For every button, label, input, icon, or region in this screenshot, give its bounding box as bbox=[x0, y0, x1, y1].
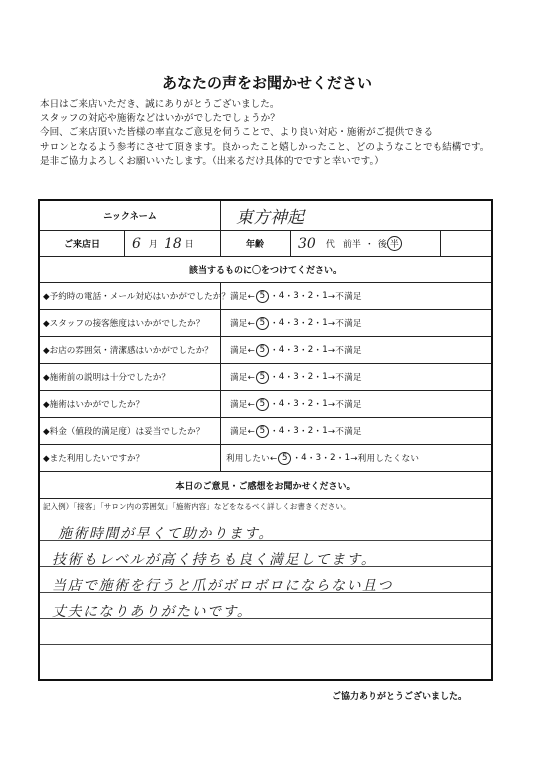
scale-right-label: →利用したくない bbox=[350, 454, 420, 464]
rating-scale[interactable]: 満足← 5 ・ 4 ・ 3 ・ 2 ・ 1 →不満足 bbox=[230, 398, 362, 410]
rating-option[interactable]: 3 bbox=[293, 399, 299, 409]
question-text: ◆お店の雰囲気・清潔感はいかがでしたか？ bbox=[43, 346, 213, 356]
rating-option-selected[interactable]: 5 bbox=[256, 344, 269, 357]
rating-option[interactable]: 1 bbox=[322, 372, 328, 382]
visit-day: 18 bbox=[163, 235, 182, 252]
intro-line: スタッフの対応や施術などはいかがでしたでしょうか？ bbox=[40, 113, 280, 125]
rating-option[interactable]: 3 bbox=[293, 426, 299, 436]
rating-option[interactable]: 3 bbox=[293, 291, 299, 301]
rating-option[interactable]: 4 bbox=[278, 426, 285, 436]
question-row bbox=[40, 337, 491, 364]
rating-option[interactable]: 2 bbox=[307, 345, 314, 355]
visit-age-row bbox=[40, 231, 491, 257]
scale-right-label: →不満足 bbox=[327, 319, 362, 329]
scale-right-label: →不満足 bbox=[327, 400, 362, 410]
age-second-half bbox=[378, 236, 402, 251]
question-row bbox=[40, 364, 491, 391]
rating-option[interactable]: 4 bbox=[301, 453, 307, 463]
rating-option[interactable]: 2 bbox=[307, 318, 314, 328]
rating-scale[interactable]: 満足← 5 ・ 4 ・ 3 ・ 2 ・ 1 →不満足 bbox=[230, 344, 362, 356]
nickname-value[interactable]: 東方神起 bbox=[236, 208, 304, 228]
age-separator: ・ bbox=[364, 240, 374, 250]
comment-text[interactable]: 技術もレベルが高く持ちも良く満足してます。 bbox=[52, 552, 377, 568]
rating-option[interactable]: 2 bbox=[307, 426, 314, 436]
rating-option[interactable]: 3 bbox=[293, 318, 299, 328]
day-unit: 日 bbox=[184, 240, 194, 250]
thanks-note: ご協力ありがとうございました。 bbox=[332, 692, 468, 702]
comment-text[interactable]: 施術時間が早くて助かります。 bbox=[58, 526, 274, 542]
rating-scale[interactable]: 満足← 5 ・ 4 ・ 3 ・ 2 ・ 1 →不満足 bbox=[230, 425, 362, 437]
rating-option[interactable]: 4 bbox=[278, 345, 285, 355]
scale-left-label: 満足← bbox=[230, 427, 255, 437]
rating-option-selected[interactable]: 5 bbox=[256, 425, 269, 438]
rating-option[interactable]: 1 bbox=[322, 318, 328, 328]
rating-option[interactable]: 2 bbox=[307, 291, 314, 301]
question-text: ◆予約時の電話・メール対応はいかがでしたか？ bbox=[43, 292, 230, 302]
rating-option[interactable]: 4 bbox=[278, 399, 285, 409]
age-unit: 代 bbox=[325, 240, 335, 250]
scale-left-label: 満足← bbox=[230, 346, 255, 356]
scale-left-label: 満足← bbox=[230, 373, 255, 383]
visit-date-label: ご来店日 bbox=[63, 240, 100, 250]
rating-option[interactable]: 4 bbox=[278, 291, 285, 301]
rating-option-selected[interactable]: 5 bbox=[256, 371, 269, 384]
rating-option[interactable]: 3 bbox=[315, 453, 322, 463]
comment-text[interactable]: 丈夫になりありがたいです。 bbox=[52, 604, 253, 620]
comment-line bbox=[40, 644, 491, 645]
rating-option-selected[interactable]: 5 bbox=[256, 398, 269, 411]
question-text: ◆スタッフの接客態度はいかがでしたか？ bbox=[43, 319, 205, 329]
rating-option[interactable]: 2 bbox=[307, 372, 314, 382]
scale-right-label: →不満足 bbox=[327, 427, 362, 437]
scale-left-label: 利用したい← bbox=[226, 454, 278, 464]
question-text: ◆施術前の説明は十分でしたか？ bbox=[43, 373, 170, 383]
rating-option[interactable]: 2 bbox=[307, 399, 314, 409]
age-decade: 30 bbox=[298, 235, 316, 252]
rating-option[interactable]: 1 bbox=[322, 399, 328, 409]
age-circle-mark: 半 bbox=[387, 236, 402, 251]
intro-line: 是非ご協力よろしくお願いいたします。（出来るだけ具体的でですと幸いです。） bbox=[40, 155, 384, 167]
comment-text[interactable]: 当店で施術を行うと爪がボロボロにならない且つ bbox=[52, 578, 393, 594]
intro-line: 本日はご来店いただき、誠にありがとうございました。 bbox=[40, 99, 280, 110]
intro-text bbox=[40, 98, 510, 169]
question-row bbox=[40, 310, 491, 337]
rating-option-selected[interactable]: 5 bbox=[278, 452, 291, 465]
rating-option[interactable]: 1 bbox=[322, 426, 328, 436]
scale-right-label: →不満足 bbox=[327, 292, 362, 302]
survey-form bbox=[38, 199, 493, 681]
nickname-row bbox=[40, 201, 491, 231]
age-second-a: 後 bbox=[377, 240, 387, 250]
rating-scale[interactable]: 利用したい← 5 ・ 4 ・ 3 ・ 2 ・ 1 →利用したくない bbox=[226, 452, 420, 464]
rating-option[interactable]: 1 bbox=[344, 453, 351, 463]
rating-option[interactable]: 3 bbox=[293, 372, 299, 382]
age-first-half: 前半 bbox=[342, 240, 361, 250]
age-label: 年齢 bbox=[245, 240, 264, 250]
nickname-label: ニックネーム bbox=[103, 212, 157, 222]
circle-instruction: 該当するものに〇をつけてください。 bbox=[188, 266, 342, 276]
month-unit: 月 bbox=[148, 240, 158, 250]
comments-instruction: 記入例）「接客」「サロン内の雰囲気」「施術内容」などをなるべく詳しくお書きください。 bbox=[43, 502, 351, 511]
question-row bbox=[40, 283, 491, 310]
rating-scale[interactable]: 満足← 5 ・ 4 ・ 3 ・ 2 ・ 1 →不満足 bbox=[230, 290, 362, 302]
rating-option[interactable]: 1 bbox=[322, 345, 328, 355]
comments-heading: 本日のご意見・ご感想をお聞かせください。 bbox=[175, 481, 356, 492]
rating-option[interactable]: 4 bbox=[278, 372, 285, 382]
rating-option-selected[interactable]: 5 bbox=[256, 317, 269, 330]
rating-option[interactable]: 2 bbox=[330, 453, 336, 463]
scale-right-label: →不満足 bbox=[327, 373, 362, 383]
rating-option[interactable]: 4 bbox=[278, 318, 285, 328]
question-row bbox=[40, 445, 491, 472]
intro-line: サロンとなるよう参考にさせて頂きます。良かったこと嬉しかったこと、どのようなことでも結構です。 bbox=[40, 141, 490, 153]
page-title: あなたの声をお聞かせください bbox=[161, 74, 372, 92]
rating-scale[interactable]: 満足← 5 ・ 4 ・ 3 ・ 2 ・ 1 →不満足 bbox=[230, 371, 362, 383]
rating-option[interactable]: 3 bbox=[293, 345, 299, 355]
rating-scale[interactable]: 満足← 5 ・ 4 ・ 3 ・ 2 ・ 1 →不満足 bbox=[230, 317, 362, 329]
scale-left-label: 満足← bbox=[230, 292, 255, 302]
comments-heading-row bbox=[40, 472, 491, 499]
instruction-row bbox=[40, 257, 491, 283]
question-row bbox=[40, 391, 491, 418]
question-text: ◆また利用したいですか？ bbox=[43, 454, 145, 464]
rating-option[interactable]: 1 bbox=[322, 291, 328, 301]
question-text: ◆施術はいかがでしたか？ bbox=[43, 400, 145, 410]
scale-right-label: →不満足 bbox=[327, 346, 362, 356]
rating-option-selected[interactable]: 5 bbox=[256, 290, 269, 303]
visit-month: 6 bbox=[132, 235, 141, 252]
intro-line: 今回、ご来店頂いた皆様の率直なご意見を伺うことで、より良い対応・施術がご提供できる bbox=[40, 127, 434, 139]
question-row bbox=[40, 418, 491, 445]
question-text: ◆料金（値段的満足度）は妥当でしたか？ bbox=[43, 427, 205, 437]
scale-left-label: 満足← bbox=[230, 319, 255, 329]
visit-date-value[interactable] bbox=[132, 231, 222, 256]
scale-left-label: 満足← bbox=[230, 400, 255, 410]
age-value[interactable] bbox=[298, 231, 458, 256]
